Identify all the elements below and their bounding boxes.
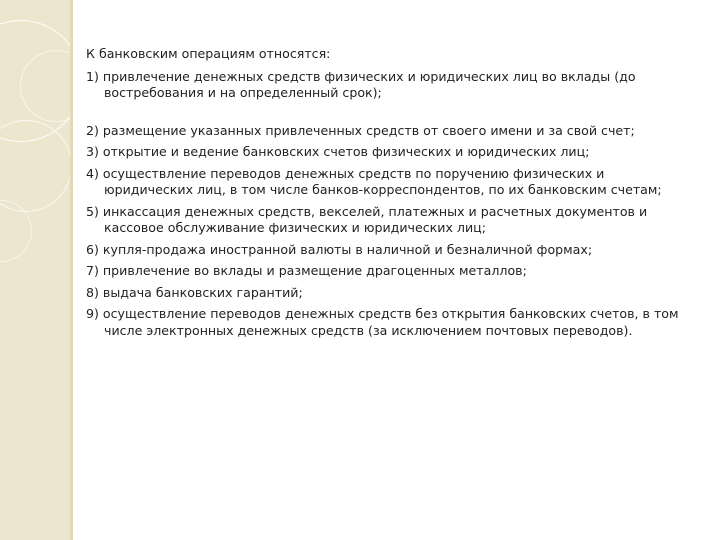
list-item-4: 4) осуществление переводов денежных средств по поручению физических и юридических лиц, в том числе банков-корреспондентов, по их банковским счетам; [86,165,662,197]
decorative-side-band [0,0,70,540]
decorative-circle [20,50,92,122]
list-item-8: 8) выдача банковских гарантий; [86,284,303,300]
list-item-3: 3) открытие и ведение банковских счетов физических и юридических лиц; [86,144,590,159]
list-item-2: 2) размещение указанных привлеченных средств от своего имени и за свой счет; [86,122,635,138]
list-item-5: 5) инкассация денежных средств, векселей, платежных и расчетных документов и кассовое обслуживание физических и юридических лиц; [86,203,648,235]
list-item-1: 1) привлечение денежных средств физических и юридических лиц во вклады (до востребования и на определенный срок); [86,68,636,100]
slide-heading: К банковским операциям относятся: [86,46,331,61]
list-item-7: 7) привлечение во вклады и размещение драгоценных металлов; [86,263,527,278]
decorative-divider [70,0,73,540]
list-item-9: 9) осуществление переводов денежных средств без открытия банковских счетов, в том числе электронных денежных средств (за исключением почтовых переводов). [86,306,679,338]
decorative-circle [0,120,72,212]
list-item-6: 6) купля-продажа иностранной валюты в наличной и безналичной формах; [86,241,593,257]
slide-content [86,46,696,344]
